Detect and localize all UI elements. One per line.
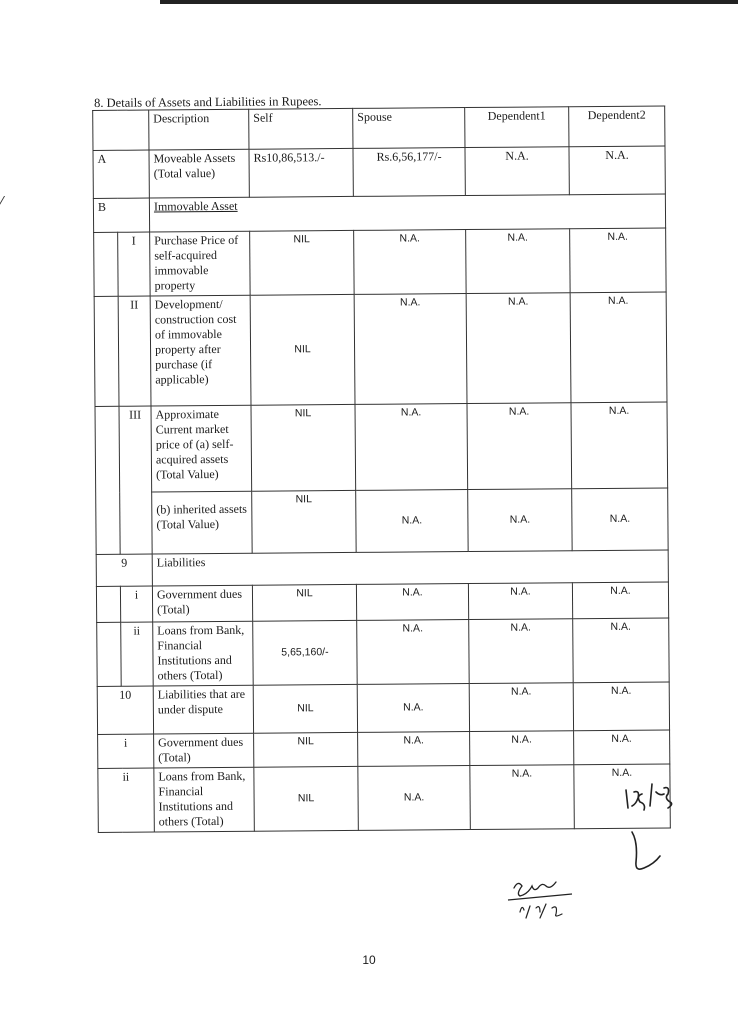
row-description: (b) inherited assets (Total Value) (152, 491, 252, 554)
row-description: Moveable Assets (Total value) (149, 149, 249, 198)
cell-self: NIL (252, 584, 356, 621)
row-code: i (98, 734, 154, 768)
row-code: 10 (97, 686, 153, 734)
cell-spouse: N.A. (357, 684, 469, 733)
cell-dependent2: N.A. (570, 292, 667, 403)
cell-self: NIL (254, 766, 358, 831)
indent-cell (95, 406, 120, 554)
cell-dependent2: N.A. (569, 146, 665, 195)
cell-self: NIL (253, 684, 357, 733)
row-description: Development/ construction cost of immovable property after purchase (if applicable) (150, 295, 251, 406)
cell-spouse: N.A. (358, 732, 470, 767)
cell-spouse: N.A. (358, 766, 470, 831)
cell-dependent2: N.A. (573, 618, 669, 683)
row-code: ii (98, 768, 155, 832)
margin-tick-mark (0, 196, 13, 210)
table-row-immovable-heading (93, 194, 665, 232)
table-row-purchase-price (94, 228, 666, 296)
cell-dependent1: N.A. (466, 293, 571, 404)
cell-self: NIL (254, 732, 358, 767)
row-code: 9 (96, 554, 152, 586)
header-description: Description (149, 109, 249, 150)
cell-dependent2: N.A. (574, 764, 670, 829)
table-row-bank-loans (97, 618, 669, 686)
row-description: Loans from Bank, Financial Institutions and others (Total) (154, 767, 254, 832)
row-description: Purchase Price of self-acquired immovable property (150, 231, 250, 296)
row-code: B (93, 198, 149, 232)
row-description: Government dues (Total) (154, 733, 254, 768)
table-row-disputed-liabilities (97, 682, 669, 734)
header-row (93, 106, 665, 150)
indent-cell (94, 232, 119, 296)
row-description: Liabilities that are under dispute (153, 685, 253, 734)
cell-dependent2: N.A. (574, 730, 670, 765)
cell-dependent2: N.A. (572, 488, 668, 551)
cell-dependent1: N.A. (470, 765, 574, 830)
indent-cell (96, 586, 120, 622)
cell-spouse: N.A. (354, 294, 467, 405)
assets-liabilities-table (92, 105, 671, 832)
cell-spouse: N.A. (354, 230, 466, 295)
row-code: i (120, 586, 152, 622)
row-code: ii (121, 622, 154, 686)
cell-dependent2: N.A. (573, 682, 669, 731)
row-code: II (118, 296, 151, 406)
header-spouse: Spouse (353, 108, 465, 149)
indent-cell (97, 622, 122, 686)
cell-spouse: Rs.6,56,177/- (353, 148, 465, 197)
row-description: Loans from Bank, Financial Institutions and others (Total) (153, 621, 253, 686)
cell-self: NIL (250, 230, 354, 295)
header-dependent1: Dependent1 (465, 107, 569, 148)
table-row-market-price-self-acquired (95, 402, 668, 492)
cell-dependent2: N.A. (571, 402, 668, 489)
top-edge-line (160, 0, 738, 4)
cell-dependent1: N.A. (470, 731, 574, 766)
table-row-market-price-inherited (96, 488, 668, 554)
row-description: Immovable Asset (149, 194, 665, 232)
table-row-disputed-bank-loans (98, 764, 670, 832)
cell-spouse: N.A. (356, 584, 468, 621)
cell-dependent2: N.A. (572, 582, 668, 619)
header-self: Self (249, 108, 353, 149)
row-code: I (118, 232, 151, 296)
handwritten-note (612, 778, 702, 878)
cell-spouse: N.A. (356, 490, 468, 553)
row-code: A (93, 150, 149, 198)
cell-dependent1: N.A. (466, 229, 570, 294)
table-row-liabilities-heading (96, 550, 668, 586)
table-row-development-cost (94, 292, 667, 406)
row-description: Approximate Current market price of (a) self-acquired assets (Total Value) (151, 405, 252, 492)
cell-self: NIL (252, 490, 356, 553)
cell-dependent1: N.A. (468, 583, 572, 620)
cell-self: NIL (251, 404, 356, 491)
indent-cell (94, 296, 119, 406)
signature-mark (500, 860, 620, 920)
header-dependent2: Dependent2 (569, 106, 665, 147)
cell-spouse: N.A. (357, 620, 469, 685)
table-row-moveable (93, 146, 665, 198)
cell-self: Rs10,86,513./- (249, 148, 353, 197)
row-code: III (119, 406, 152, 554)
cell-dependent1: N.A. (469, 683, 573, 732)
section-heading: 8. Details of Assets and Liabilities in Rupees. (94, 94, 322, 110)
page-number: 10 (362, 953, 376, 967)
row-description: Government dues (Total) (152, 585, 252, 622)
cell-self: NIL (250, 294, 355, 405)
table-row-government-dues (96, 582, 668, 622)
cell-dependent1: N.A. (469, 619, 573, 684)
cell-dependent1: N.A. (467, 403, 572, 490)
cell-dependent2: N.A. (570, 228, 666, 293)
row-description: Liabilities (152, 550, 668, 586)
table-row-disputed-government-dues (98, 730, 670, 768)
cell-self: 5,65,160/- (253, 620, 357, 685)
cell-dependent1: N.A. (465, 147, 569, 196)
cell-spouse: N.A. (355, 404, 468, 491)
header-code-cell (93, 110, 149, 150)
cell-dependent1: N.A. (468, 489, 572, 552)
